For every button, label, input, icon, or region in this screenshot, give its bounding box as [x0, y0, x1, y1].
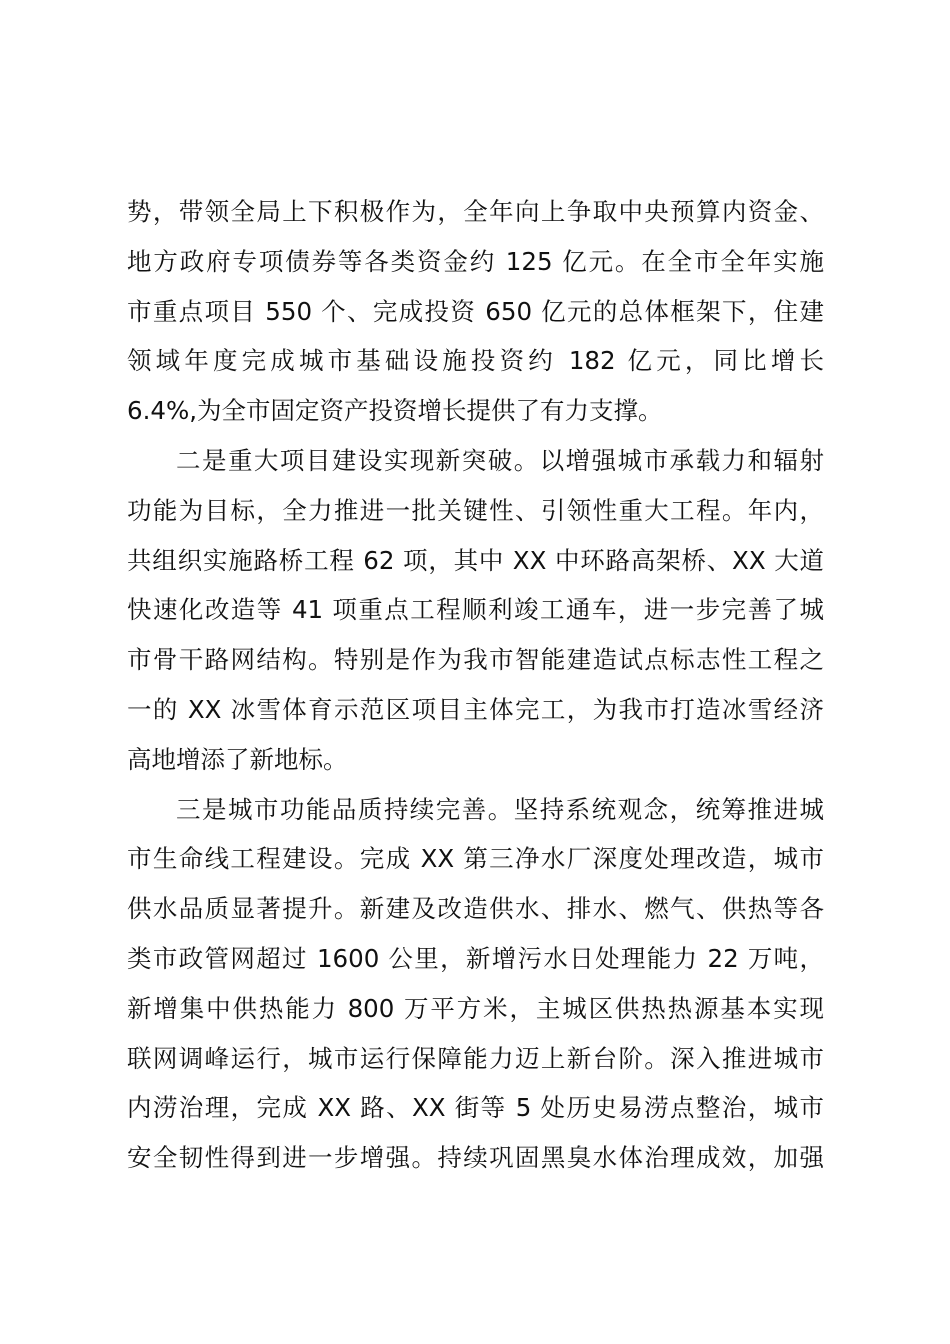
text-line: 内涝治理，完成 XX 路、XX 街等 5 处历史易涝点整治，城市 — [127, 1093, 824, 1123]
text-line: 共组织实施路桥工程 62 项，其中 XX 中环路高架桥、XX 大道 — [127, 545, 824, 575]
text-line: 联网调峰运行，城市运行保障能力迈上新台阶。深入推进城市 — [127, 1043, 824, 1073]
text-line: 高地增添了新地标。 — [127, 744, 348, 774]
document-body — [127, 187, 824, 1183]
text-line: 6.4%,为全市固定资产投资增长提供了有力支撑。 — [127, 396, 663, 426]
text-line: 类市政管网超过 1600 公里，新增污水日处理能力 22 万吨， — [127, 943, 824, 973]
paragraph-investment — [127, 187, 824, 436]
text-line: 一的 XX 冰雪体育示范区项目主体完工，为我市打造冰雪经济 — [127, 694, 824, 724]
text-line: 三是城市功能品质持续完善。坚持系统观念，统筹推进城 — [176, 794, 824, 824]
text-line: 新增集中供热能力 800 万平方米，主城区供热热源基本实现 — [127, 993, 824, 1023]
text-line: 势，带领全局上下积极作为，全年向上争取中央预算内资金、 — [127, 197, 824, 226]
text-line: 市生命线工程建设。完成 XX 第三净水厂深度处理改造，城市 — [127, 844, 824, 874]
text-line: 市重点项目 550 个、完成投资 650 亿元的总体框架下，住建 — [127, 296, 824, 326]
text-line: 地方政府专项债券等各类资金约 125 亿元。在全市全年实施 — [127, 246, 824, 276]
paragraph-major-projects — [127, 436, 824, 785]
text-line: 快速化改造等 41 项重点工程顺利竣工通车，进一步完善了城 — [127, 595, 824, 625]
text-line: 领域年度完成城市基础设施投资约 182 亿元，同比增长 — [127, 346, 824, 376]
text-line: 供水品质显著提升。新建及改造供水、排水、燃气、供热等各 — [127, 894, 824, 924]
paragraph-city-function — [127, 785, 824, 1183]
text-line: 二是重大项目建设实现新突破。以增强城市承载力和辐射 — [176, 445, 824, 475]
text-line: 市骨干路网结构。特别是作为我市智能建造试点标志性工程之 — [127, 645, 824, 675]
text-line: 功能为目标，全力推进一批关键性、引领性重大工程。年内， — [127, 495, 824, 525]
text-line: 安全韧性得到进一步增强。持续巩固黑臭水体治理成效，加强 — [127, 1143, 824, 1173]
